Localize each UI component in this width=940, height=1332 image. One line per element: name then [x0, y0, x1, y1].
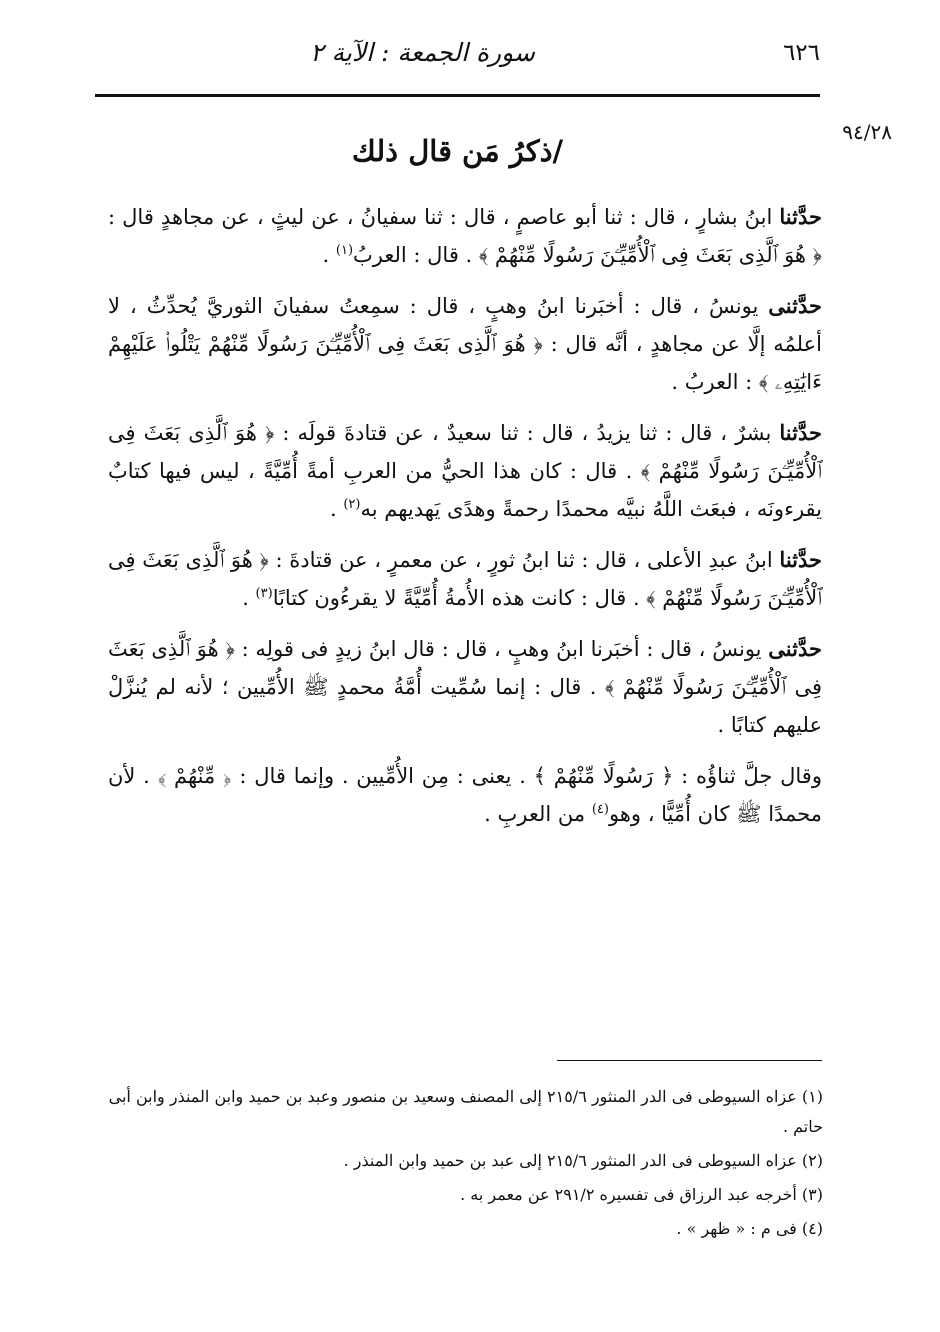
page-header — [95, 36, 820, 80]
paragraph-lead: حدَّثنى — [768, 293, 822, 318]
section-heading: /ذكرُ مَن قال ذلك — [351, 134, 564, 168]
footnote: (١) عزاه السيوطى فى الدر المنثور ٢١٥/٦ إلى المصنف وسعيد بن منصور وعبد بن حميد وابن المنذر وابن أبى حاتم . — [108, 1087, 823, 1136]
quran-quote: ﴿ هُوَ ٱلَّذِى بَعَثَ فِى ٱلْأُمِّيِّـۧنَ رَسُولًا مِّنْهُمْ ﴾ — [108, 637, 822, 699]
paragraph-after: . قال : العربُ — [353, 243, 479, 267]
paragraph — [108, 287, 822, 401]
paragraph-lead: حدَّثنا — [779, 420, 822, 445]
paragraph-lead: حدَّثنا — [779, 547, 823, 572]
footnote-marker: (٢) — [343, 497, 361, 512]
footnote: (٤) فى م : « ظهر » . — [676, 1219, 823, 1238]
quran-quote: ﴿ هُوَ ٱلَّذِى بَعَثَ فِى ٱلْأُمِّيِّـۧنَ رَسُولًا مِّنْهُمْ ﴾ — [108, 548, 822, 610]
page-number: ٦٢٦ — [782, 40, 820, 66]
paragraph-lead: حدَّثنى — [768, 636, 822, 661]
paragraph-lead: حدَّثنا — [779, 204, 822, 229]
paragraph-after: . قال : كان هذا الحيُّ من العربِ أمةً أُمِّيَّةً ، ليس فيها كتابٌ يقرءونَه ، فبعَث اللَّهُ نبيَّه محمدًا رحمةً وهدًى يَهديهم به — [108, 459, 822, 521]
paragraph — [108, 541, 822, 617]
paragraph-after: : العربُ . — [671, 370, 759, 394]
quran-quote: ﴿ هُوَ ٱلَّذِى بَعَثَ فِى ٱلْأُمِّيِّـۧنَ رَسُولًا مِّنْهُمْ ﴾ — [108, 421, 822, 483]
paragraph-end: . — [242, 586, 256, 610]
paragraph-after: . قال : إنما سُمِّيت أُمَّةُ محمدٍ ﷺ الأُمِّيين ؛ لأنه لم يُنزَّلْ عليهم كتابًا . — [108, 675, 822, 737]
paragraph-after: . يعنى : مِن الأُمِّيين . وإنما قال : ﴿ مِّنْهُمْ ﴾ . لأن محمدًا ﷺ كان أُمِّيًّا ، وهو — [108, 764, 822, 826]
paragraph-end: . — [329, 497, 344, 521]
quran-quote: ﴿ هُوَ ٱلَّذِى بَعَثَ فِى ٱلْأُمِّيِّـۧنَ رَسُولًا مِّنْهُمْ يَتْلُوا۟ عَلَيْهِمْ ءَايَٰتِهِۦ ﴾ — [108, 332, 822, 394]
paragraph-after: . قال : كانت هذه الأُمةُ أُمِّيَّةً لا يقرءُون كتابًا — [272, 586, 647, 610]
paragraph-text: بشرٌ ، قال : ثنا يزيدُ ، قال : ثنا سعيدٌ ، عن قتادةَ قولَه : — [274, 421, 780, 445]
paragraph-end: . — [322, 243, 336, 267]
footnote-marker: (١) — [335, 243, 354, 258]
paragraph — [108, 757, 822, 833]
margin-reference: ٩٤/٢٨ — [842, 120, 892, 144]
paragraph-text: ابنُ عبدِ الأعلى ، قال : ثنا ابنُ ثورٍ ، عن معمرٍ ، عن قتادةَ : — [268, 548, 780, 572]
body-text — [108, 198, 822, 846]
paragraph-end: من العربِ . — [484, 802, 592, 826]
paragraph — [108, 198, 822, 274]
quran-quote: ﴿ هُوَ ٱلَّذِى بَعَثَ فِى ٱلْأُمِّيِّـۧنَ رَسُولًا مِّنْهُمْ ﴾ — [478, 243, 822, 267]
paragraph — [108, 630, 822, 744]
footnotes — [108, 1082, 823, 1248]
paragraph-text: وقال جلَّ ثناؤُه : — [673, 764, 822, 788]
running-title: سورة الجمعة : الآية ٢ — [310, 38, 535, 67]
footnote: (٣) أخرجه عبد الرزاق فى تفسيره ٢٩١/٢ عن معمر به . — [460, 1185, 823, 1204]
paragraph-text: يونسُ ، قال : أخبَرنا ابنُ وهبٍ ، قال : قال ابنُ زيدٍ فى قولِه : — [234, 637, 769, 661]
footnote-rule — [557, 1060, 822, 1061]
footnote-marker: (٤) — [591, 802, 609, 817]
footnote-marker: (٣) — [255, 586, 273, 601]
quran-quote: ﴿ رَسُولًا مِّنْهُمْ ﴾ — [533, 764, 674, 788]
paragraph-text: ابنُ بشارٍ ، قال : ثنا أبو عاصمٍ ، قال : ثنا سفيانُ ، عن ليثٍ ، عن مجاهدٍ قال : — [108, 205, 780, 229]
header-rule — [95, 94, 820, 97]
footnote: (٢) عزاه السيوطى فى الدر المنثور ٢١٥/٦ إلى عبد بن حميد وابن المنذر . — [343, 1151, 823, 1170]
paragraph-text: يونسُ ، قال : أخبَرنا ابنُ وهبٍ ، قال : سمِعتُ سفيانَ الثوريَّ يُحدِّثُ ، لا أعلمُه إلَّا عن مجاهدٍ ، أنَّه قال : — [108, 294, 822, 356]
paragraph — [108, 414, 822, 528]
